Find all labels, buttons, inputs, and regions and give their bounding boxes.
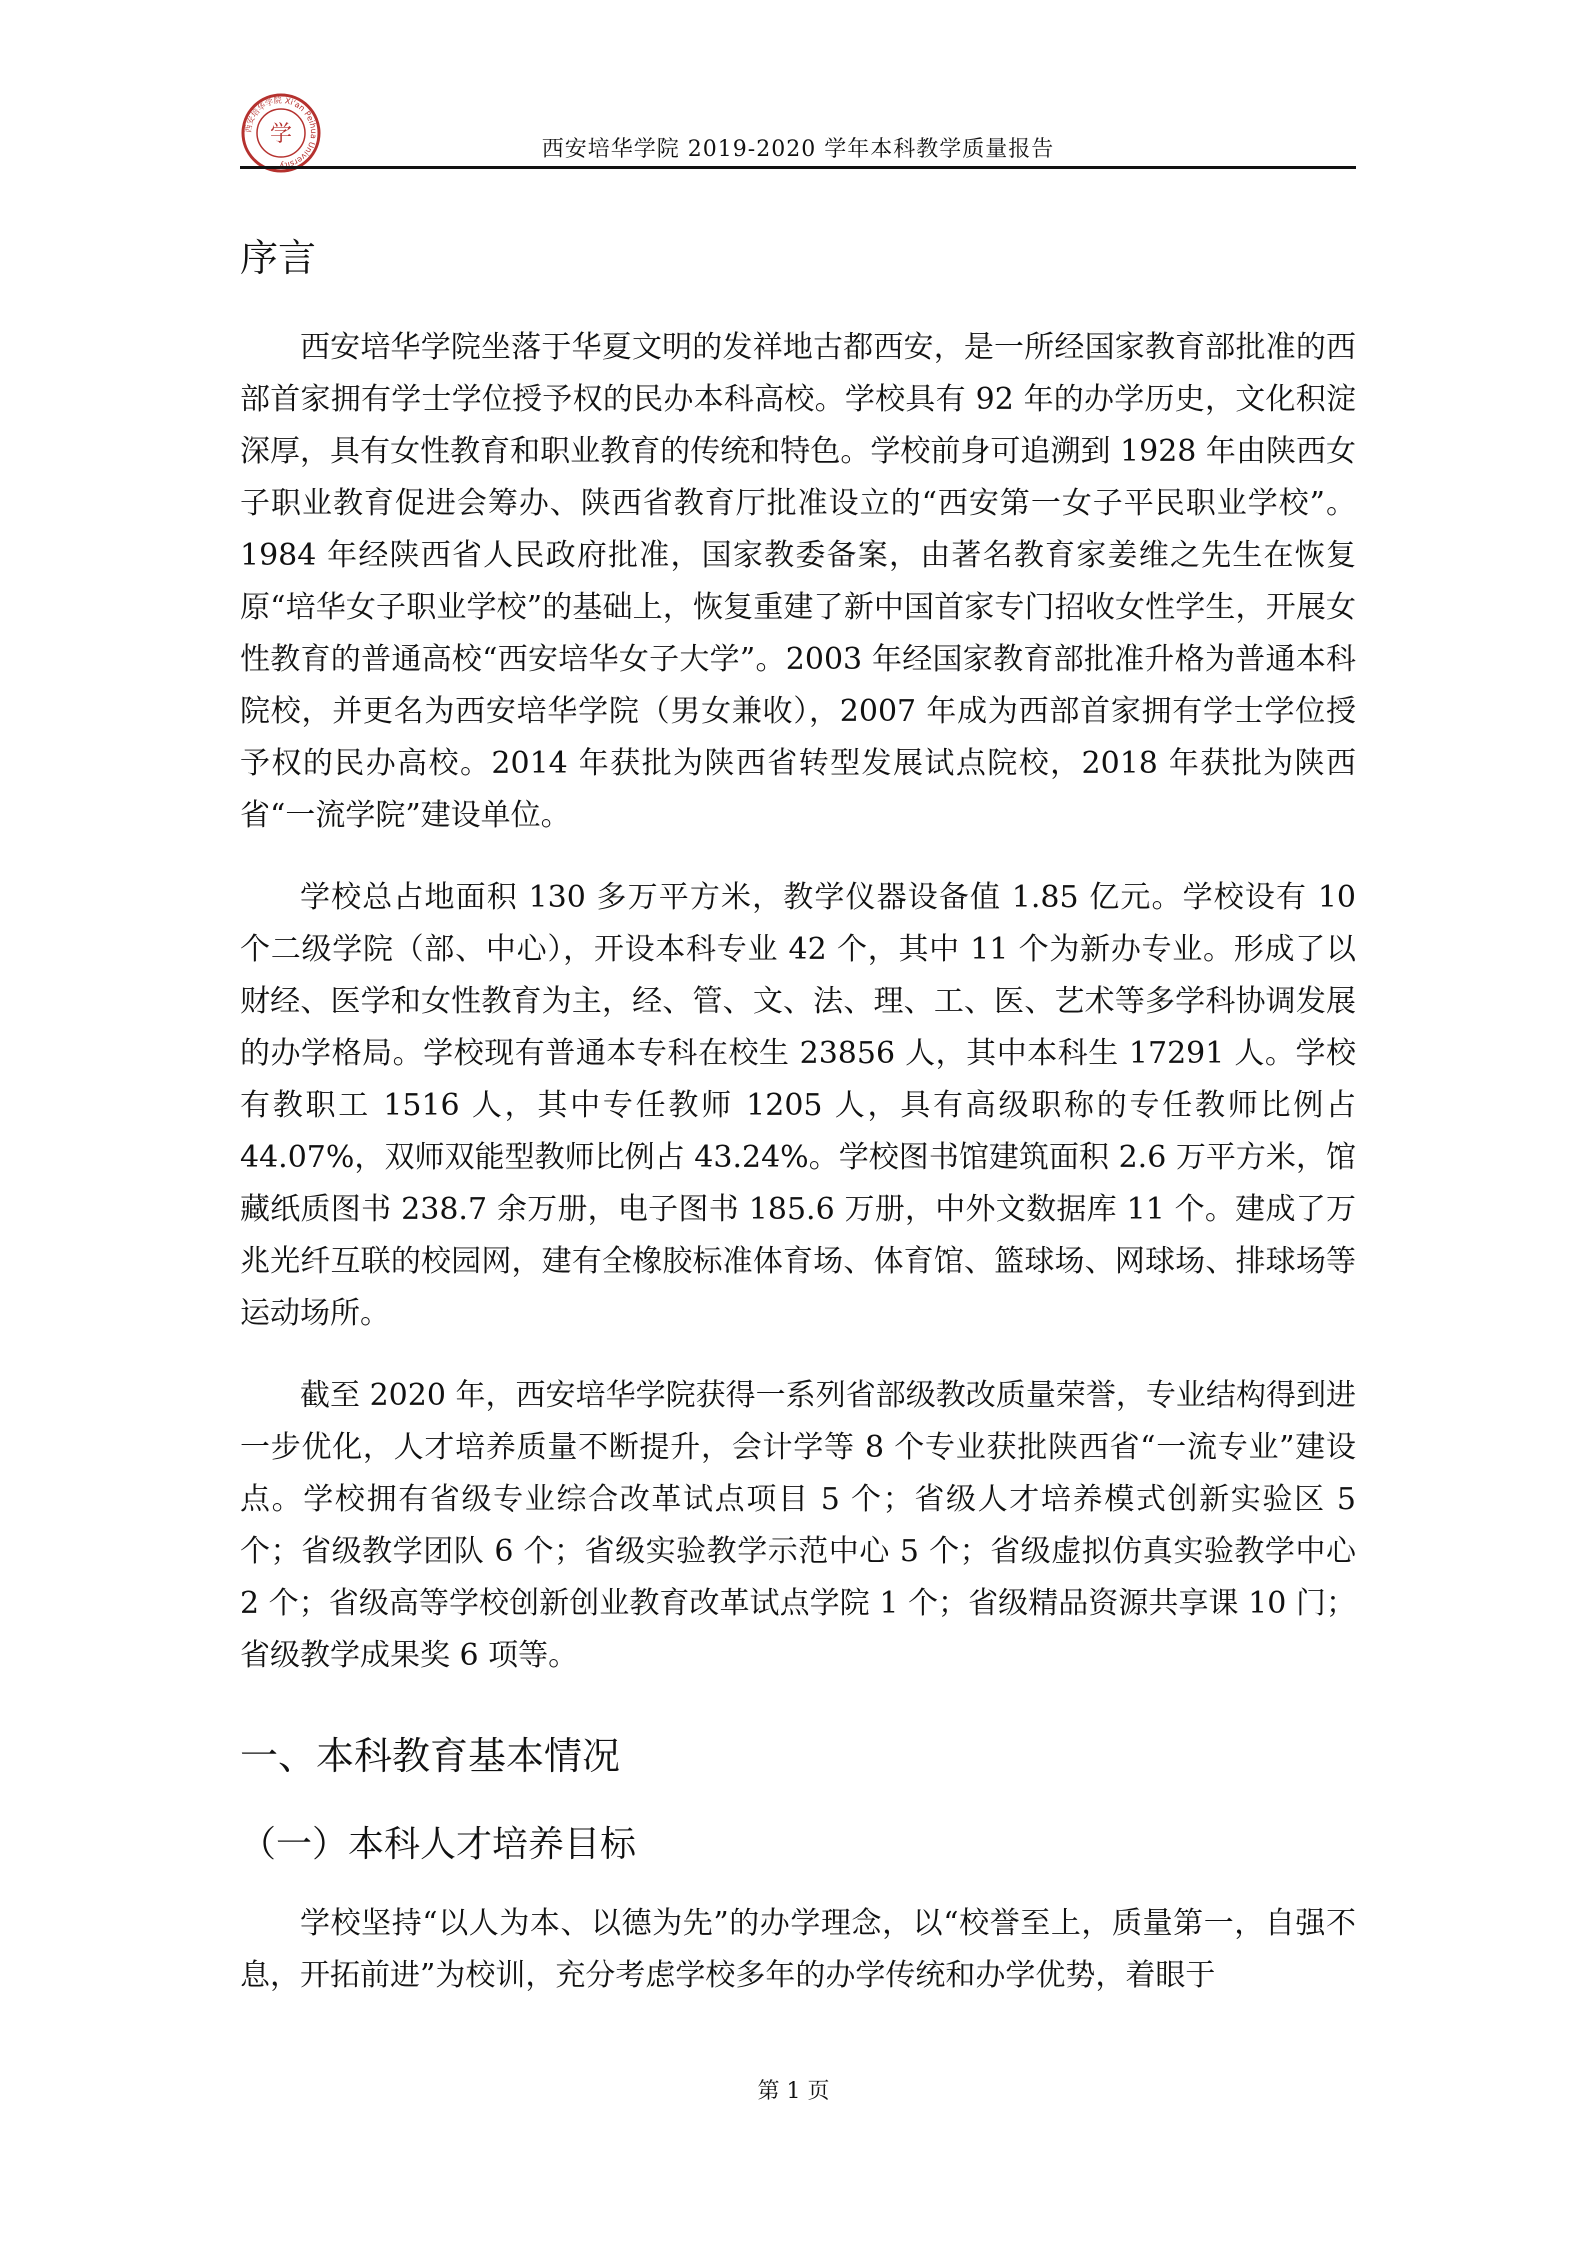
preface-paragraph-2: 学校总占地面积 130 多万平方米，教学仪器设备值 1.85 亿元。学校设有 10 个二级学院（部、中心），开设本科专业 42 个，其中 11 个为新办专业。形成了以财经、医学和女性教育为主，经、管、文、法、理、工、医、艺术等多学科协调发展的办学格局。学校现有普通本专科在校生 23856 人，其中本科生 17291 人。学校有教职工 1516 人，其中专任教师 1205 人，具有高级职称的专任教师比例占 44.07%，双师双能型教师比例占 43.24%。学校图书馆建筑面积 2.6 万平方米，馆藏纸质图书 238.7 余万册，电子图书 185.6 万册，中外文数据库 11 个。建成了万兆光纤互联的校园网，建有全橡胶标准体育场、体育馆、篮球场、网球场、排球场等运动场所。 xyxy=(240,879,1356,1331)
seal-text: 西安培华学院 Xi'an Peihua University xyxy=(243,95,319,171)
preface-title: 序言 xyxy=(240,236,317,280)
preface-paragraph-1: 西安培华学院坐落于华夏文明的发祥地古都西安，是一所经国家教育部批准的西部首家拥有学士学位授予权的民办本科高校。学校具有 92 年的办学历史，文化积淀深厚，具有女性教育和职业教育的传统和特色。学校前身可追溯到 1928 年由陕西女子职业教育促进会筹办、陕西省教育厅批准设立的“西安第一女子平民职业学校”。1984 年经陕西省人民政府批准，国家教委备案，由著名教育家姜维之先生在恢复原“培华女子职业学校”的基础上，恢复重建了新中国首家专门招收女性学生，开展女性教育的普通高校“西安培华女子大学”。2003 年经国家教育部批准升格为普通本科院校，并更名为西安培华学院（男女兼收），2007 年成为西部首家拥有学士学位授予权的民办高校。2014 年获批为陕西省转型发展试点院校，2018 年获批为陕西省“一流学院”建设单位。 xyxy=(240,329,1356,833)
page-number: 第 1 页 xyxy=(757,2079,830,2104)
header-rule xyxy=(240,166,1356,169)
page-content xyxy=(240,236,1356,2002)
chapter-1-title: 一、本科教育基本情况 xyxy=(240,1733,621,1778)
subsection-1-title: （一）本科人才培养目标 xyxy=(240,1824,637,1866)
preface-paragraph-3: 截至 2020 年，西安培华学院获得一系列省部级教改质量荣誉，专业结构得到进一步优化，人才培养质量不断提升，会计学等 8 个专业获批陕西省“一流专业”建设点。学校拥有省级专业综合改革试点项目 5 个；省级人才培养模式创新实验区 5 个；省级教学团队 6 个；省级实验教学示范中心 5 个；省级虚拟仿真实验教学中心 2 个；省级高等学校创新创业教育改革试点学院 1 个；省级精品资源共享课 10 门；省级教学成果奖 6 项等。 xyxy=(240,1377,1356,1673)
subsection-1-paragraph: 学校坚持“以人为本、以德为先”的办学理念，以“校誉至上，质量第一，自强不息，开拓前进”为校训，充分考虑学校多年的办学传统和办学优势，着眼于 xyxy=(240,1906,1356,1994)
page-header xyxy=(240,92,1356,170)
header-title: 西安培华学院 2019-2020 学年本科教学质量报告 xyxy=(541,137,1055,162)
svg-text:学: 学 xyxy=(269,122,293,147)
